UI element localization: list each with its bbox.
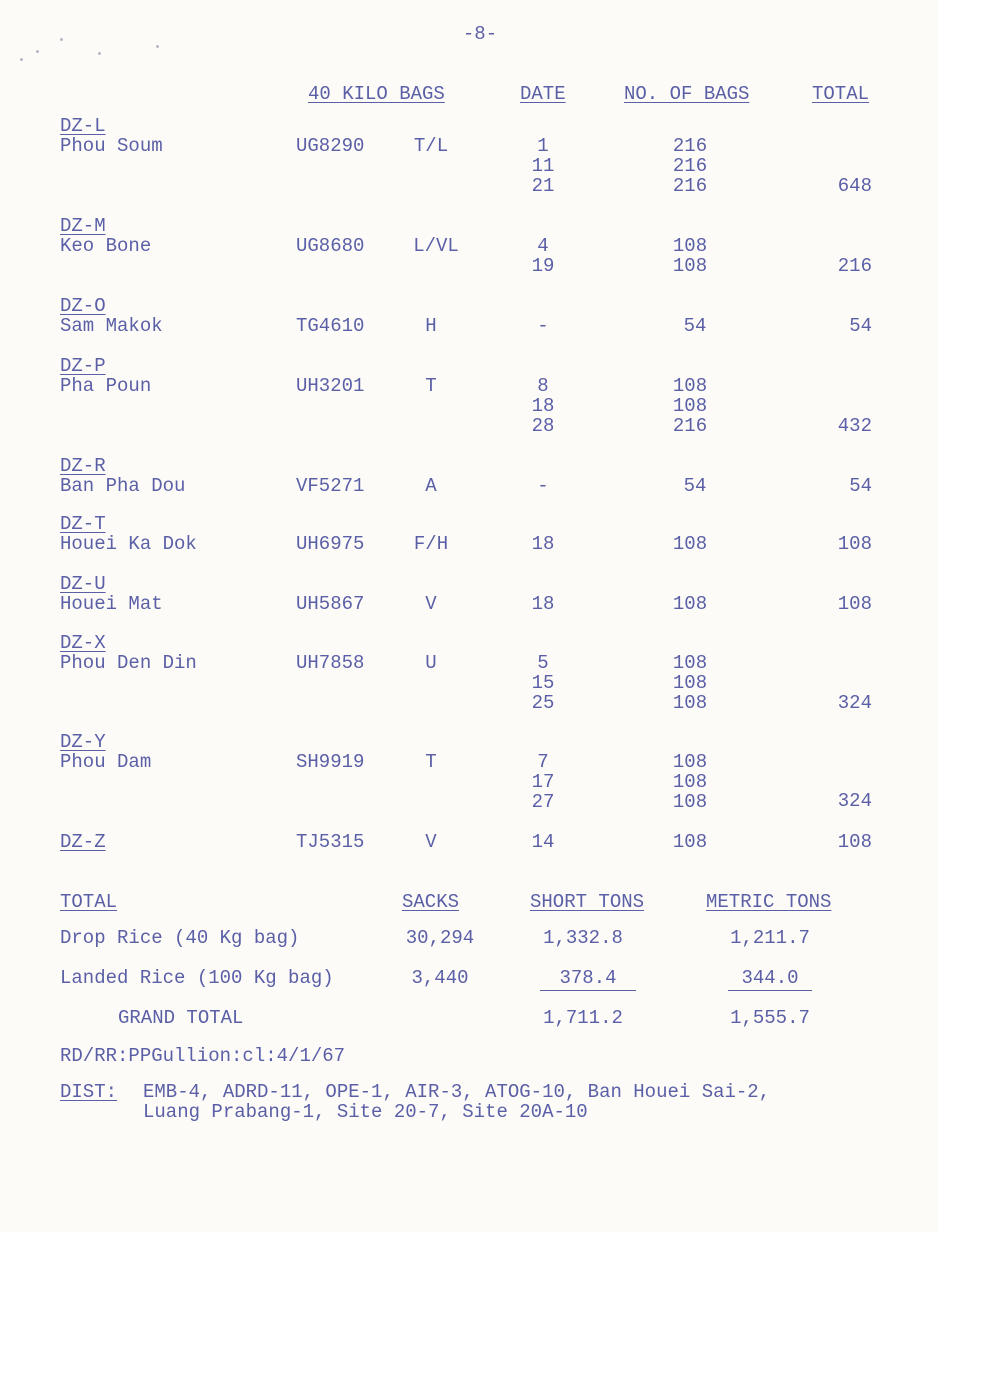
dz-total: 432 <box>837 415 872 437</box>
dz-total: 108 <box>837 533 872 555</box>
distribution-line-2: Luang Prabang-1, Site 20-7, Site 20A-10 <box>143 1101 588 1123</box>
paper-speck <box>20 58 23 61</box>
dz-code: T <box>425 375 437 397</box>
dz-name: Phou Dam <box>60 751 152 773</box>
dz-grid: UH3201 <box>296 375 365 397</box>
dz-grid: UG8680 <box>296 235 365 257</box>
dz-total: 108 <box>837 831 872 853</box>
dz-name: Phou Den Din <box>60 652 197 674</box>
dz-grid: UH7858 <box>296 652 365 674</box>
dz-grid: SH9919 <box>296 751 365 773</box>
dz-label: DZ-L <box>60 115 106 137</box>
landed-rice-label: Landed Rice (100 Kg bag) <box>60 967 334 989</box>
dz-total: 324 <box>837 692 872 714</box>
dz-code: V <box>425 593 437 615</box>
dz-name: Houei Ka Dok <box>60 533 197 555</box>
grand-total-metric-tons: 1,555.7 <box>730 1007 810 1029</box>
drop-rice-label: Drop Rice (40 Kg bag) <box>60 927 300 949</box>
dz-label: DZ-R <box>60 455 106 477</box>
dz-label: DZ-Z <box>60 831 106 853</box>
reference-line: RD/RR:PPGullion:cl:4/1/67 <box>60 1045 346 1067</box>
dz-grid: VF5271 <box>296 475 365 497</box>
dz-bag-counts: 54 <box>683 475 707 497</box>
dz-total: 108 <box>837 593 872 615</box>
grand-total-short-tons: 1,711.2 <box>543 1007 623 1029</box>
header-no-of-bags: NO. OF BAGS <box>624 83 750 105</box>
dz-grid: TG4610 <box>296 315 365 337</box>
paper-speck <box>36 50 39 53</box>
dz-bag-counts: 108 108 108 <box>672 652 708 714</box>
dz-name: Ban Pha Dou <box>60 475 186 497</box>
dz-bag-counts: 108 108 108 <box>672 751 708 813</box>
distribution-line-1: EMB-4, ADRD-11, OPE-1, AIR-3, ATOG-10, Ban Houei Sai-2, <box>143 1081 771 1103</box>
dz-total: 324 <box>837 790 872 812</box>
summary-sacks-label: SACKS <box>402 891 460 913</box>
dz-bag-counts: 108 108 <box>672 235 708 277</box>
drop-rice-short-tons: 1,332.8 <box>543 927 623 949</box>
summary-short-tons-label: SHORT TONS <box>530 891 645 913</box>
dz-dates: 7 17 27 <box>531 751 555 813</box>
dz-dates: - <box>537 315 549 337</box>
dz-total: 54 <box>849 315 872 337</box>
dz-label: DZ-M <box>60 215 106 237</box>
header-40-kilo-bags: 40 KILO BAGS <box>308 83 445 105</box>
dz-dates: 4 19 <box>531 235 555 277</box>
dz-bag-counts: 108 108 216 <box>672 375 708 437</box>
dz-grid: UH6975 <box>296 533 365 555</box>
dz-label: DZ-U <box>60 573 106 595</box>
landed-rice-sacks: 3,440 <box>411 967 469 989</box>
dz-grid: UH5867 <box>296 593 365 615</box>
dz-dates: - <box>537 475 549 497</box>
header-date: DATE <box>520 83 566 105</box>
dz-label: DZ-T <box>60 513 106 535</box>
dz-code: V <box>425 831 437 853</box>
drop-rice-sacks: 30,294 <box>405 927 475 949</box>
dz-bag-counts: 108 <box>672 593 708 615</box>
dz-code: U <box>425 652 437 674</box>
subtotal-rule <box>728 990 812 991</box>
drop-rice-metric-tons: 1,211.7 <box>730 927 810 949</box>
dz-name: Phou Soum <box>60 135 163 157</box>
dz-code: T <box>425 751 437 773</box>
landed-rice-metric-tons: 344.0 <box>741 967 799 989</box>
dz-bag-counts: 216 216 216 <box>672 135 708 197</box>
summary-metric-tons-label: METRIC TONS <box>706 891 832 913</box>
dz-code: T/L <box>413 135 449 157</box>
dz-total: 648 <box>837 175 872 197</box>
dz-code: H <box>425 315 437 337</box>
distribution-label: DIST: <box>60 1081 118 1103</box>
dz-bag-counts: 108 <box>672 831 708 853</box>
dz-name: Keo Bone <box>60 235 152 257</box>
dz-label: DZ-P <box>60 355 106 377</box>
dz-dates: 8 18 28 <box>531 375 555 437</box>
dz-label: DZ-X <box>60 632 106 654</box>
dz-grid: TJ5315 <box>296 831 365 853</box>
summary-total-label: TOTAL <box>60 891 118 913</box>
paper-speck <box>60 38 63 41</box>
dz-label: DZ-Y <box>60 731 106 753</box>
dz-bag-counts: 108 <box>672 533 708 555</box>
dz-name: Houei Mat <box>60 593 163 615</box>
dz-total: 54 <box>849 475 872 497</box>
dz-name: Pha Poun <box>60 375 152 397</box>
dz-dates: 5 15 25 <box>531 652 555 714</box>
dz-code: F/H <box>413 533 449 555</box>
grand-total-label: GRAND TOTAL <box>118 1007 244 1029</box>
dz-name: Sam Makok <box>60 315 163 337</box>
dz-dates: 1 11 21 <box>531 135 555 197</box>
dz-code: L/VL <box>413 235 459 257</box>
page-number: -8- <box>462 23 498 45</box>
dz-grid: UG8290 <box>296 135 365 157</box>
dz-dates: 14 <box>531 831 555 853</box>
subtotal-rule <box>540 990 636 991</box>
landed-rice-short-tons: 378.4 <box>559 967 617 989</box>
dz-code: A <box>425 475 437 497</box>
paper-speck <box>156 45 159 48</box>
paper-speck <box>98 52 101 55</box>
dz-total: 216 <box>837 255 872 277</box>
dz-bag-counts: 54 <box>683 315 707 337</box>
dz-dates: 18 <box>531 593 555 615</box>
header-total: TOTAL <box>812 83 870 105</box>
dz-label: DZ-O <box>60 295 106 317</box>
dz-dates: 18 <box>531 533 555 555</box>
